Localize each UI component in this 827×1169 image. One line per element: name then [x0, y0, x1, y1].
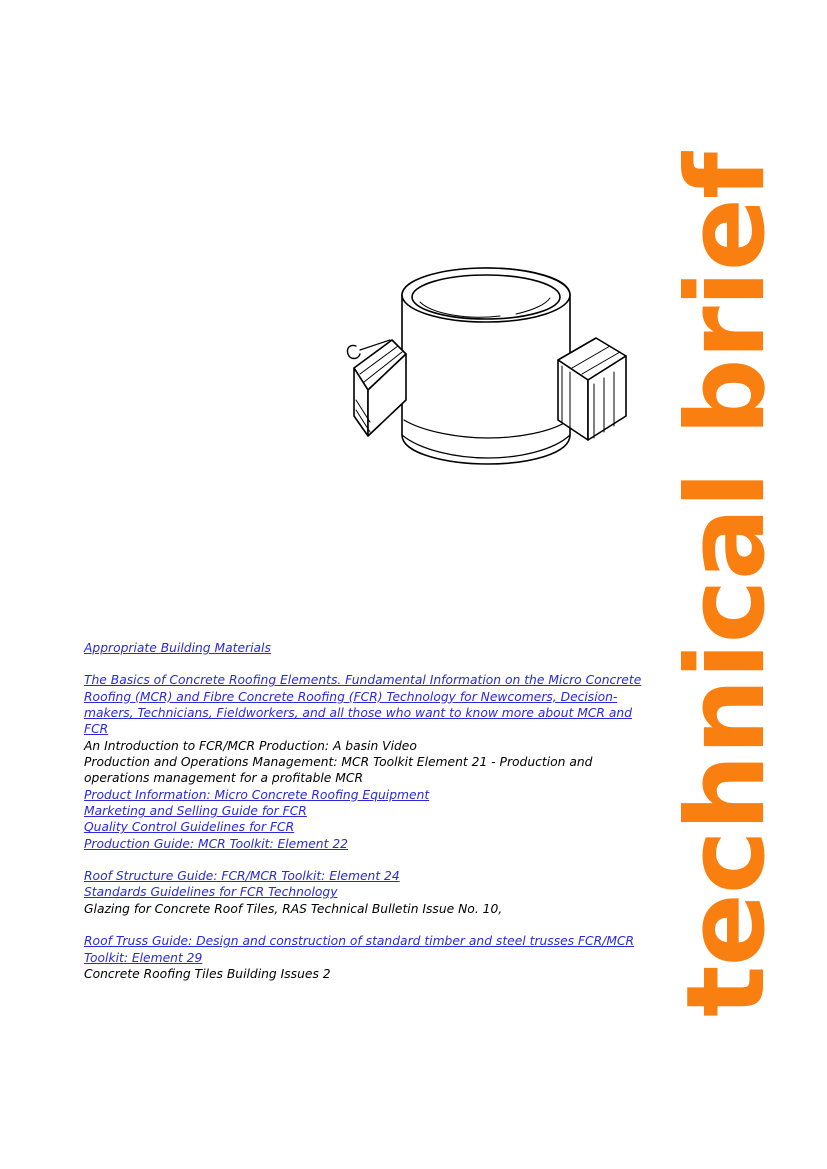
list-item[interactable]: The Basics of Concrete Roofing Elements. Fundamental Information on the Micro Concrete Roofing (MCR) and Fibre Concrete Roofing (FCR) Technology for Newcomers, Decision-makers, Technicians, Fieldworkers, and all those who want to know more about MCR and FCR: [84, 673, 642, 737]
list-item: Glazing for Concrete Roof Tiles, RAS Technical Bulletin Issue No. 10,: [84, 901, 503, 916]
spacer: [84, 852, 644, 868]
illustration-mcr-equipment: [320, 250, 660, 510]
spacer: [84, 917, 644, 933]
spacer: [84, 656, 644, 672]
page-title: technical brief: [664, 152, 789, 1017]
mcr-tile-mould-and-tiles-line-drawing: [320, 250, 660, 510]
list-item[interactable]: Marketing and Selling Guide for FCR: [84, 804, 307, 819]
list-item[interactable]: Product Information: Micro Concrete Roofing Equipment: [84, 787, 430, 802]
list-item[interactable]: Standards Guidelines for FCR Technology: [84, 885, 338, 900]
list-item[interactable]: Roof Truss Guide: Design and construction of standard timber and steel trusses FCR/MCR Toolkit: Element 29: [84, 934, 635, 965]
list-item: An Introduction to FCR/MCR Production: A basin Video: [84, 738, 417, 753]
reference-list: [84, 640, 644, 982]
list-item[interactable]: Appropriate Building Materials: [84, 641, 271, 655]
list-item[interactable]: Roof Structure Guide: FCR/MCR Toolkit: Element 24: [84, 869, 400, 884]
vertical-title-banner: [627, 0, 827, 1169]
list-item[interactable]: Quality Control Guidelines for FCR: [84, 820, 295, 835]
list-item[interactable]: Production Guide: MCR Toolkit: Element 22: [84, 836, 348, 851]
list-item: Production and Operations Management: MCR Toolkit Element 21 - Production and operations management for a profitable MCR: [84, 755, 593, 786]
list-item: Concrete Roofing Tiles Building Issues 2: [84, 966, 331, 981]
